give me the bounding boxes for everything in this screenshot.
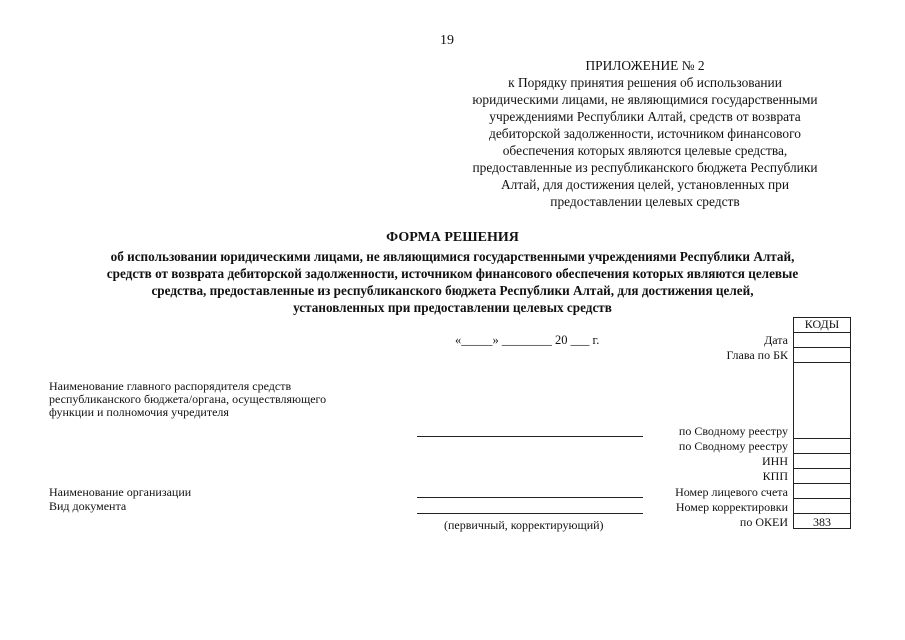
appendix-header: [445, 57, 845, 210]
codes-divider: [793, 513, 851, 514]
document-type-input-line[interactable]: [417, 513, 643, 514]
appendix-title: ПРИЛОЖЕНИЕ № 2: [585, 58, 705, 73]
organization-name-input-line[interactable]: [417, 497, 643, 498]
page-number: 19: [440, 33, 454, 48]
codes-divider: [793, 498, 851, 499]
appendix-line: предоставлении целевых средств: [550, 194, 740, 209]
codes-divider: [793, 438, 851, 439]
appendix-line: обеспечения которых являются целевые средства,: [502, 143, 788, 158]
form-subtitle-line: об использовании юридическими лицами, не являющимися государственными учреждениями Республики Алтай,: [110, 249, 795, 264]
form-subtitle-line: средства, предоставленные из республиканского бюджета Республики Алтай, для достижения целей,: [151, 283, 754, 298]
appendix-line: предоставленные из республиканского бюджета Республики: [472, 160, 818, 175]
document-type-label: Вид документа: [49, 499, 127, 513]
correction-number-label: Номер корректировки: [675, 500, 788, 514]
appendix-line: юридическими лицами, не являющимися государственными: [472, 92, 818, 107]
codes-divider: [793, 483, 851, 484]
date-label: Дата: [764, 333, 788, 347]
appendix-line: учреждениями Республики Алтай, средств от возврата: [489, 109, 801, 124]
codes-divider: [793, 332, 851, 333]
main-manager-label-line: Наименование главного распорядителя средств: [49, 379, 292, 393]
codes-divider: [793, 453, 851, 454]
main-manager-label-line: функции и полномочия учредителя: [49, 405, 229, 419]
codes-divider: [793, 347, 851, 348]
codes-divider: [793, 468, 851, 469]
appendix-line: дебиторской задолженности, источником финансового: [489, 126, 801, 141]
main-manager-label-line: республиканского бюджета/органа, осуществляющего: [49, 392, 327, 406]
kpp-label: КПП: [762, 469, 788, 483]
form-subtitle: [40, 248, 865, 316]
inn-label: ИНН: [762, 454, 788, 468]
appendix-line: к Порядку принятия решения об использовании: [508, 75, 782, 90]
form-title: ФОРМА РЕШЕНИЯ: [386, 230, 519, 245]
appendix-line: Алтай, для достижения целей, установленных при: [500, 177, 790, 192]
okei-code-value[interactable]: 383: [813, 515, 831, 529]
codes-divider: [793, 362, 851, 363]
form-subtitle-line: установленных при предоставлении целевых средств: [293, 300, 612, 315]
form-subtitle-line: средств от возврата дебиторской задолженности, источником финансового обеспечения которых являются целевые: [106, 266, 799, 281]
organization-name-label: Наименование организации: [49, 485, 192, 499]
summary-registry-label: по Сводному реестру: [678, 424, 788, 438]
account-number-label: Номер лицевого счета: [675, 485, 788, 499]
summary-registry-label: по Сводному реестру: [678, 439, 788, 453]
codes-header: КОДЫ: [804, 317, 840, 331]
main-manager-label: [49, 380, 326, 419]
document-type-hint: (первичный, корректирующий): [444, 518, 604, 532]
okei-label: по ОКЕИ: [739, 515, 788, 529]
main-manager-input-line[interactable]: [417, 436, 643, 437]
chapter-bk-label: Глава по БК: [726, 348, 788, 362]
date-field[interactable]: «_____» ________ 20 ___ г.: [455, 333, 600, 347]
